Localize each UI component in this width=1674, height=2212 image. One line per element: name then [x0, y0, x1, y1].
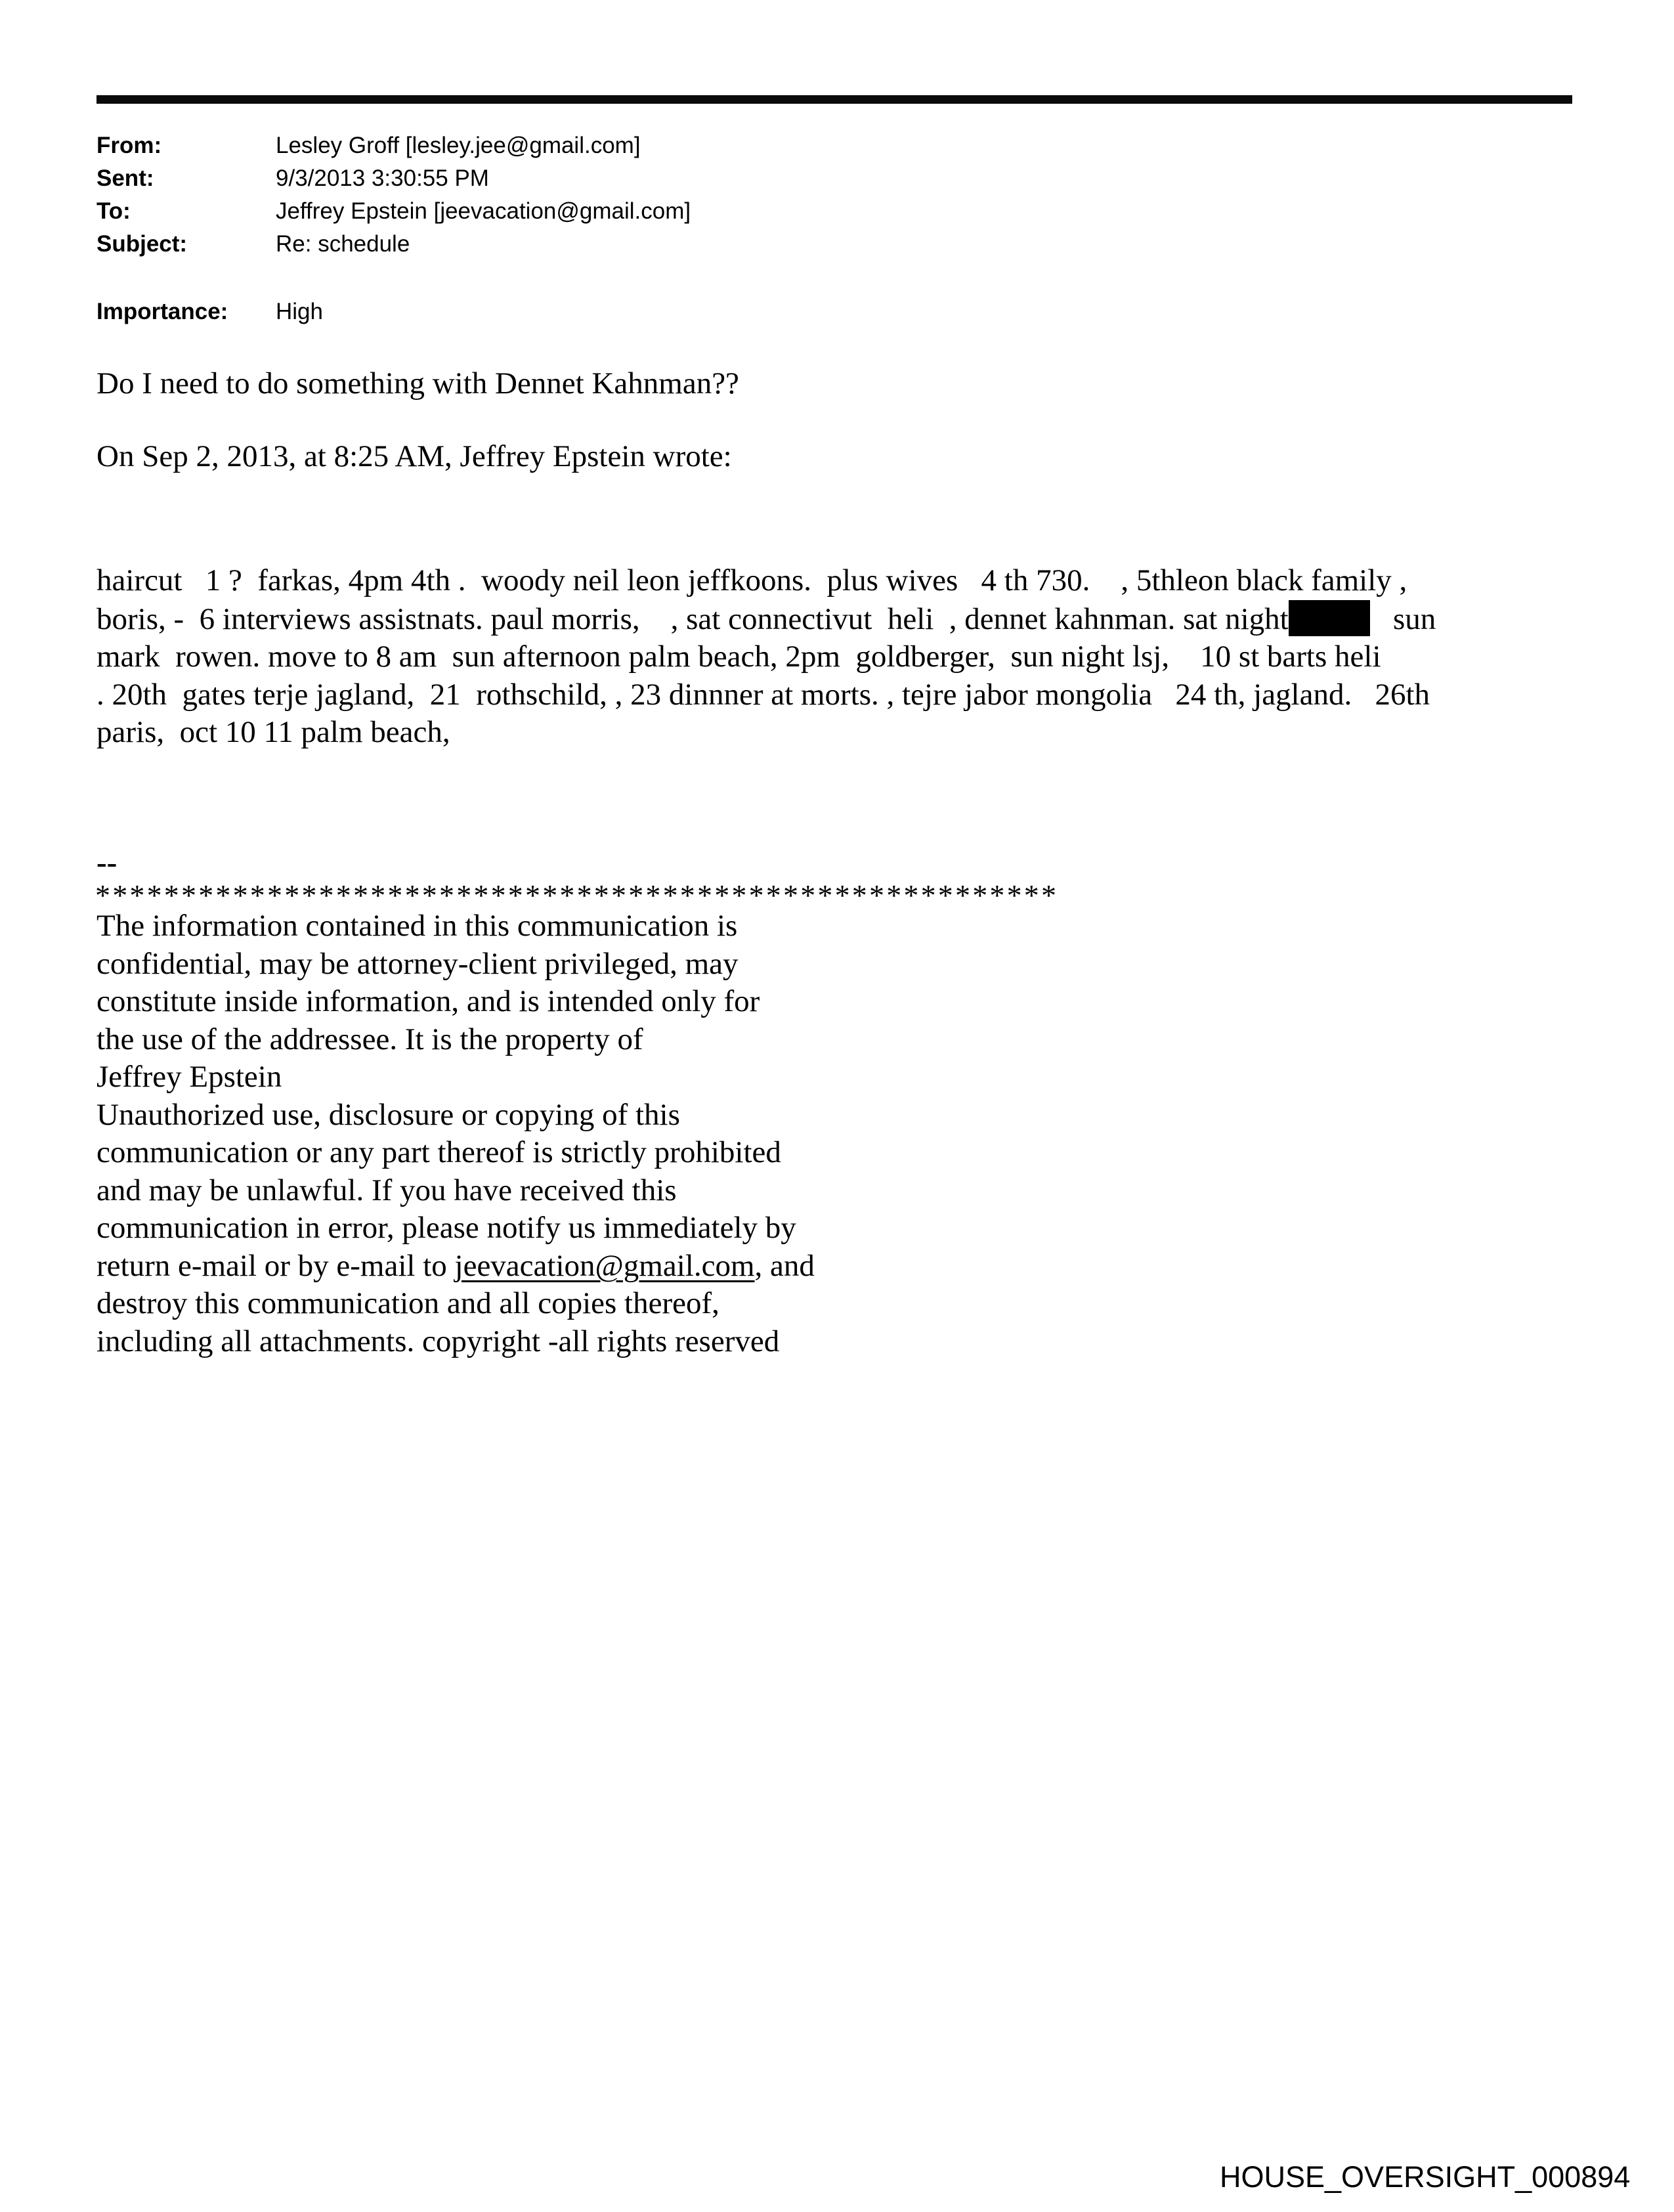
disclaimer-line	[97, 1134, 815, 1172]
disclaimer-text: Unauthorized use, disclosure or copying of this	[97, 1097, 680, 1132]
header-field-label: Sent:	[97, 165, 154, 191]
schedule-text-block	[97, 562, 1587, 752]
schedule-text: paris, oct 10 11 palm beach,	[97, 715, 450, 749]
header-field-to	[97, 195, 691, 228]
signature-separator: --	[97, 846, 118, 880]
schedule-text: mark rowen. move to 8 am sun afternoon palm beach, 2pm goldberger, sun night lsj, 10 st barts heli	[97, 640, 1381, 674]
disclaimer-text: and may be unlawful. If you have received this	[97, 1173, 677, 1207]
disclaimer-text: destroy this communication and all copies thereof,	[97, 1286, 719, 1320]
schedule-text: sun	[1369, 601, 1436, 636]
header-field-value: Re: schedule	[276, 231, 410, 257]
quoted-message-intro: On Sep 2, 2013, at 8:25 AM, Jeffrey Epstein wrote:	[97, 439, 732, 473]
disclaimer-text: constitute inside information, and is intended only for	[97, 984, 760, 1018]
disclaimer-text: Jeffrey Epstein	[97, 1060, 282, 1094]
disclaimer-text: return e-mail or by e-mail to	[97, 1248, 455, 1283]
disclaimer-line	[97, 1096, 815, 1135]
message-question-line: Do I need to do something with Dennet Kahnman??	[97, 366, 739, 401]
disclaimer-line	[97, 1285, 815, 1323]
header-field-value: 9/3/2013 3:30:55 PM	[276, 165, 489, 191]
schedule-line	[97, 600, 1587, 639]
header-field-importance	[97, 295, 323, 328]
header-field-label: Subject:	[97, 231, 188, 257]
schedule-line	[97, 714, 1587, 752]
header-field-subject	[97, 228, 691, 261]
disclaimer-text: confidential, may be attorney-client privileged, may	[97, 946, 739, 981]
header-field-value: Lesley Groff [lesley.jee@gmail.com]	[276, 133, 641, 158]
header-divider-rule	[97, 95, 1572, 104]
disclaimer-text: including all attachments. copyright -all rights reserved	[97, 1324, 780, 1358]
disclaimer-line	[97, 983, 815, 1021]
schedule-text: boris, - 6 interviews assistnats. paul morris, , sat connectivut heli , dennet kahnman. sat night	[97, 601, 1289, 636]
disclaimer-text: , and	[754, 1248, 815, 1283]
schedule-text: haircut 1 ? farkas, 4pm 4th . woody neil leon jeffkoons. plus wives 4 th 730. , 5thleon black family ,	[97, 563, 1407, 597]
disclaimer-line	[97, 945, 815, 984]
header-field-value: Jeffrey Epstein [jeevacation@gmail.com]	[276, 198, 691, 224]
disclaimer-asterisk-rule: ********************************************************	[95, 878, 1059, 912]
header-field-label: From:	[97, 133, 162, 158]
disclaimer-line	[97, 1172, 815, 1210]
confidentiality-disclaimer	[97, 907, 815, 1360]
disclaimer-text: The information contained in this communication is	[97, 909, 738, 943]
disclaimer-line	[97, 1247, 815, 1286]
schedule-line	[97, 676, 1587, 714]
header-field-sent	[97, 162, 691, 195]
email-header-fields	[97, 129, 691, 261]
schedule-line	[97, 562, 1587, 600]
disclaimer-line	[97, 1209, 815, 1247]
disclaimer-text: communication or any part thereof is strictly prohibited	[97, 1135, 781, 1169]
schedule-line	[97, 638, 1587, 676]
disclaimer-line	[97, 1058, 815, 1096]
disclaimer-line	[97, 1021, 815, 1059]
disclaimer-text: the use of the addressee. It is the property of	[97, 1022, 643, 1056]
disclaimer-line	[97, 1323, 815, 1361]
disclaimer-email-link: jeevacation@gmail.com	[454, 1248, 755, 1283]
bates-number: HOUSE_OVERSIGHT_000894	[1220, 2160, 1631, 2194]
redaction-box	[1289, 600, 1370, 636]
header-field-label: To:	[97, 198, 131, 224]
disclaimer-text: communication in error, please notify us immediately by	[97, 1211, 796, 1245]
schedule-text: . 20th gates terje jagland, 21 rothschild, , 23 dinnner at morts. , tejre jabor mongolia 24 th, jagland. 26th	[97, 677, 1430, 712]
disclaimer-line	[97, 907, 815, 945]
importance-value: High	[276, 299, 323, 324]
importance-label: Importance:	[97, 299, 228, 324]
header-field-from	[97, 129, 691, 162]
